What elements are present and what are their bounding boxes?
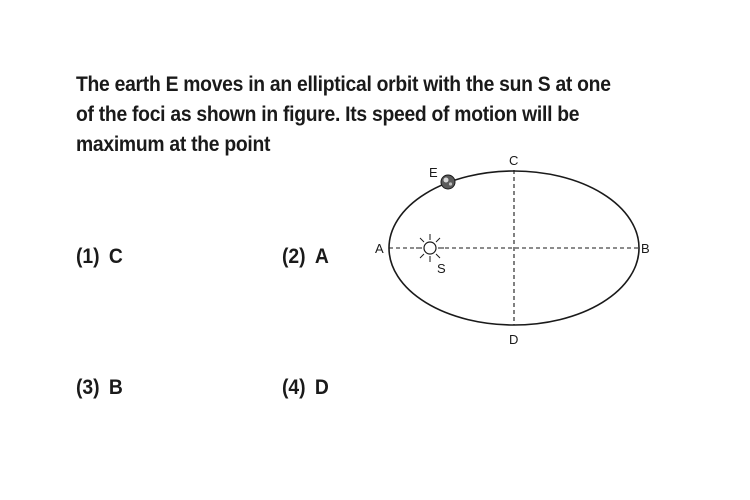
option-3[interactable] xyxy=(76,376,123,400)
option-3-number: (3) xyxy=(76,376,100,399)
option-1[interactable] xyxy=(76,245,123,269)
option-4[interactable] xyxy=(282,376,329,400)
orbit-diagram xyxy=(360,148,670,353)
question-line-1: The earth E moves in an elliptical orbit with the sun S at one xyxy=(76,73,611,96)
label-point-a: A xyxy=(375,241,384,256)
option-2-number: (2) xyxy=(282,245,306,268)
option-4-text: D xyxy=(314,376,329,399)
label-earth: E xyxy=(429,165,438,180)
option-1-number: (1) xyxy=(76,245,100,268)
option-1-text: C xyxy=(108,245,123,268)
option-4-number: (4) xyxy=(282,376,306,399)
label-sun: S xyxy=(437,261,446,276)
earth-icon xyxy=(441,175,455,189)
option-2-text: A xyxy=(314,245,329,268)
label-point-b: B xyxy=(641,241,650,256)
question-line-3: maximum at the point xyxy=(76,133,271,156)
label-point-d: D xyxy=(509,332,519,347)
option-2[interactable] xyxy=(282,245,329,269)
option-3-text: B xyxy=(108,376,123,399)
sun-icon xyxy=(416,234,444,262)
label-point-c: C xyxy=(509,153,519,168)
question-line-2: of the foci as shown in figure. Its speed of motion will be xyxy=(76,103,580,126)
question-text xyxy=(76,70,628,160)
